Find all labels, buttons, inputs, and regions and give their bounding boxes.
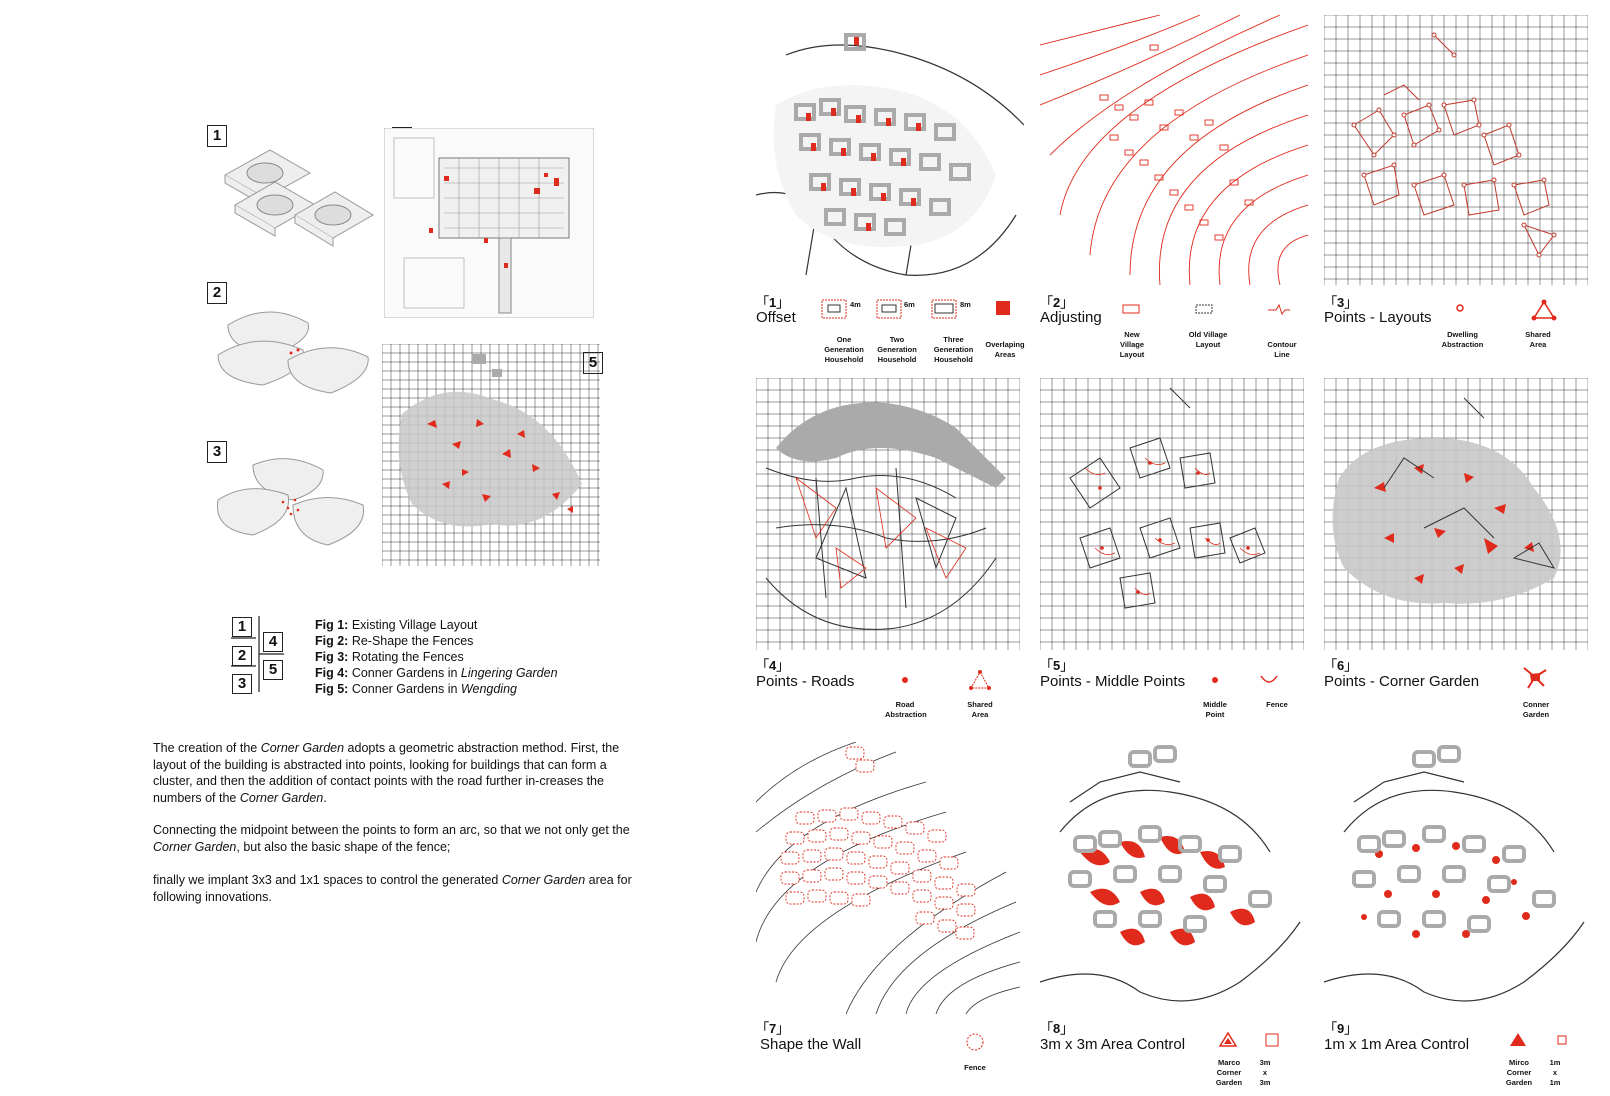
panel-9-number: 「9」 — [1324, 1021, 1358, 1036]
panel-1-dim-2: 6m — [904, 300, 915, 309]
panel-3-points-layout — [1324, 15, 1588, 285]
panel-1-legend-1: One Generation Household — [824, 335, 864, 364]
panel-8-title: 3m x 3m Area Control — [1040, 1036, 1186, 1053]
panel-2-number: 「2」 — [1040, 295, 1074, 310]
fig-2-number: 2 — [207, 282, 227, 304]
panel-7-wall-shape — [756, 742, 1020, 1014]
legend-fig-2: Fig 2: Re-Shape the Fences — [315, 634, 474, 648]
panel-7-legend-1: Fence — [964, 1063, 986, 1072]
key-box-4: 4 — [263, 632, 283, 652]
panel-3-legend-2: Shared Area — [1525, 330, 1551, 349]
panel-6-legend-1: Conner Garden — [1522, 700, 1550, 719]
panel-1-dim-1: 4m — [850, 300, 861, 309]
panel-6-number: 「6」 — [1324, 658, 1358, 673]
fig-1-axonometric — [215, 135, 375, 255]
panel-5-title: Points - Middle Points — [1040, 673, 1186, 690]
panel-8-3m-area-control — [1040, 742, 1304, 1014]
panel-2-legend-symbols — [1120, 302, 1290, 318]
legend-fig-1: Fig 1: Existing Village Layout — [315, 618, 478, 632]
panel-4-title: Points - Roads — [756, 673, 855, 690]
panel-5-legend-1: Middle Point — [1203, 700, 1227, 719]
fig-3-axonometric — [213, 450, 373, 560]
legend-fig-3: Fig 3: Rotating the Fences — [315, 650, 464, 664]
panel-3-legend-1: Dwelling Abstraction — [1441, 330, 1484, 349]
panel-9-legend-2: 1m x 1m — [1549, 1058, 1561, 1087]
panel-5-legend-symbols — [1205, 670, 1285, 690]
panel-1-legend-3: Three Generation Household — [933, 335, 974, 364]
panel-8-legend-2: 3m x 3m — [1259, 1058, 1271, 1087]
panel-9-legend-1: Mirco Corner Garden — [1505, 1058, 1533, 1087]
fig-4-garden-plan — [384, 128, 594, 318]
description-paragraph-2: Connecting the midpoint between the points to form an arc, so that we not only get the Corner Garden, but also the basic shape of the fence; — [153, 823, 630, 854]
panel-1-dim-3: 8m — [960, 300, 971, 309]
panel-6-title: Points - Corner Garden — [1324, 673, 1480, 690]
panel-2-title: Adjusting — [1040, 309, 1102, 326]
fig-2-axonometric — [213, 295, 373, 405]
key-box-1: 1 — [232, 617, 252, 637]
panel-6-corner-garden — [1324, 378, 1588, 650]
panel-2-legend-1: New Village Layout — [1119, 330, 1145, 359]
fig-5-number: 5 — [583, 352, 603, 374]
panel-4-number: 「4」 — [756, 658, 790, 673]
panel-4-points-roads — [756, 378, 1020, 650]
description-paragraph-1: The creation of the Corner Garden adopts a geometric abstraction method. First, the layout of the building is abstracted into points, looking for buildings that can form a cluster, and then the addition of contact points with the road further in-creases the numbers of the Corner Garden. — [153, 741, 620, 805]
panel-6-legend-symbol — [1520, 664, 1550, 690]
panel-5-middle-points — [1040, 378, 1304, 650]
key-divider — [226, 614, 286, 694]
panel-1-legend-4: Overlaping Areas — [985, 340, 1025, 359]
panel-9-1m-area-control — [1324, 742, 1588, 1014]
panel-1-number: 「1」 — [756, 295, 790, 310]
panel-7-legend-symbol — [964, 1031, 986, 1053]
fig-5-grid-plan — [382, 344, 600, 566]
fig-1-number: 1 — [207, 125, 227, 147]
key-box-2: 2 — [232, 646, 252, 666]
key-box-3: 3 — [232, 674, 252, 694]
panel-9-legend-symbols — [1508, 1030, 1578, 1050]
panel-8-legend-1: Marco Corner Garden — [1215, 1058, 1243, 1087]
panel-9-title: 1m x 1m Area Control — [1324, 1036, 1470, 1053]
panel-2-legend-2: Old Village Layout — [1188, 330, 1228, 349]
panel-2-contour-map — [1040, 15, 1308, 285]
fig-3-number: 3 — [207, 441, 227, 463]
legend-fig-5: Fig 5: Conner Gardens in Wengding — [315, 682, 517, 696]
panel-1-map — [756, 15, 1024, 285]
panel-2-legend-3: Contour Line — [1267, 340, 1297, 359]
panel-8-number: 「8」 — [1040, 1021, 1074, 1036]
panel-4-legend-symbols — [895, 668, 995, 692]
panel-3-number: 「3」 — [1324, 295, 1358, 310]
panel-8-legend-symbols — [1218, 1030, 1288, 1050]
panel-1-title: Offset — [756, 309, 796, 326]
key-box-5: 5 — [263, 660, 283, 680]
panel-4-legend-1: Road Abstraction — [885, 700, 927, 719]
panel-4-legend-2: Shared Area — [967, 700, 993, 719]
panel-7-title: Shape the Wall — [760, 1036, 862, 1053]
panel-3-legend-symbols — [1454, 298, 1564, 322]
panel-3-title: Points - Layouts — [1324, 309, 1432, 326]
panel-1-legend-2: Two Generation Household — [877, 335, 917, 364]
legend-fig-4: Fig 4: Conner Gardens in Lingering Garden — [315, 666, 558, 680]
panel-5-legend-2: Fence — [1266, 700, 1288, 709]
panel-7-number: 「7」 — [756, 1021, 790, 1036]
panel-5-number: 「5」 — [1040, 658, 1074, 673]
figure-legend — [315, 617, 558, 697]
description-paragraph-3: finally we implant 3x3 and 1x1 spaces to control the generated Corner Garden area for following innovations. — [153, 873, 632, 904]
